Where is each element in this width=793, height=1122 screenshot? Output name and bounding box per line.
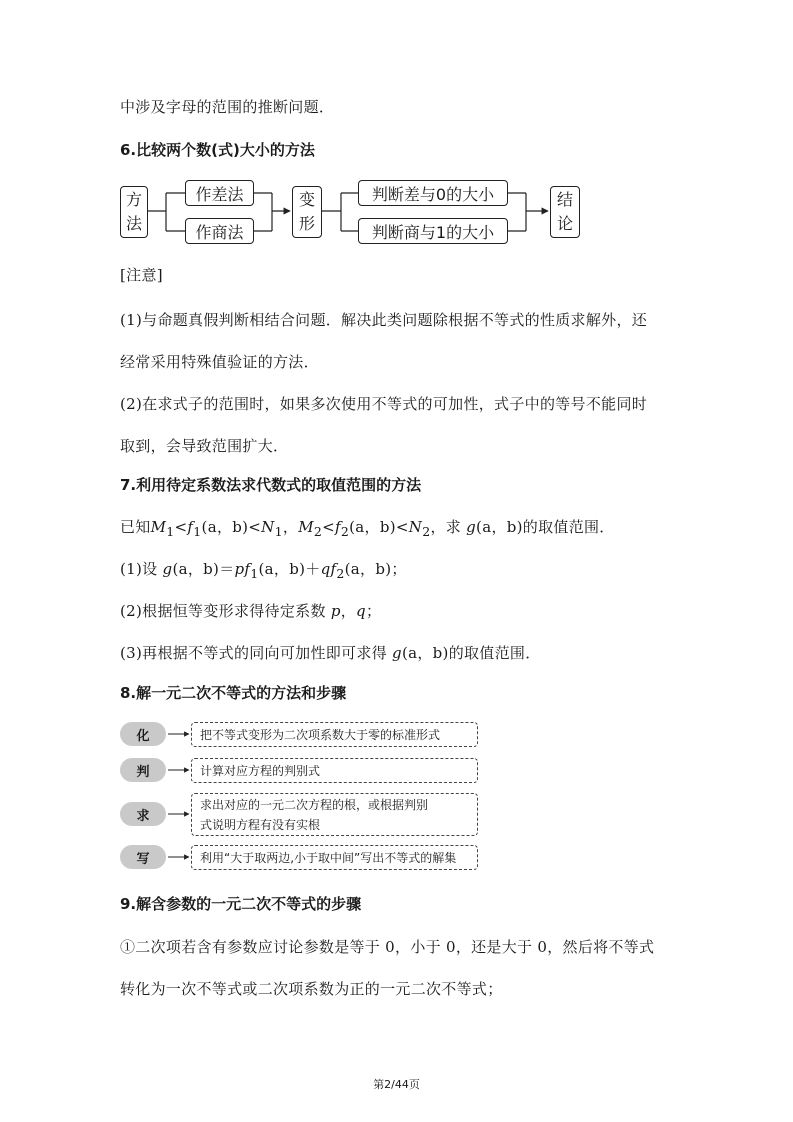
flow-conclusion-char-1: 结 — [556, 190, 573, 209]
step-1-prefix: (1)设 — [120, 560, 158, 578]
semicolon: ； — [391, 560, 407, 578]
flow-start-char-2: 法 — [125, 214, 142, 233]
section-9-heading: 9.解含参数的一元二次不等式的步骤 — [120, 895, 362, 913]
sub-1: 1 — [274, 524, 283, 539]
page-number: 第2/44页 — [373, 1078, 420, 1091]
intro-text: 中涉及字母的范围的推断问题． — [120, 98, 335, 116]
semicolon: ； — [365, 602, 382, 620]
step-label-xie: 写 — [120, 845, 166, 869]
note-2-line-2: 取到，会导致范围扩大． — [120, 437, 289, 455]
less-than: < — [248, 518, 262, 536]
var-p: p — [234, 560, 245, 578]
section-8-heading: 8.解一元二次不等式的方法和步骤 — [120, 684, 347, 702]
var-p: p — [330, 602, 341, 620]
given-tail: 的取值范围． — [522, 518, 615, 536]
args: (a，b) — [349, 518, 396, 536]
judge-difference-box: 判断差与0的大小 — [358, 180, 508, 206]
note-1-line-2: 经常采用特殊值验证的方法． — [120, 353, 319, 371]
step-text: 利用“大于取两边,小于取中间”写出不等式的解集 — [200, 850, 457, 865]
note-label: [注意] — [120, 266, 163, 284]
flow-transform-char-2: 形 — [298, 214, 315, 233]
var-g: g — [466, 518, 477, 536]
sub-1: 1 — [193, 524, 202, 539]
step-text: 求出对应的一元二次方程的根，或根据判别 — [200, 797, 429, 812]
step-label-qiu: 求 — [120, 802, 166, 826]
sub-2: 2 — [422, 524, 431, 539]
less-than: < — [395, 518, 409, 536]
given-prefix: 已知 — [120, 518, 151, 536]
sub-2: 2 — [313, 524, 323, 539]
sub-1: 1 — [166, 524, 175, 539]
plus: ＋ — [305, 560, 321, 578]
var-N: N — [408, 518, 423, 536]
note-1-line-1: (1)与命题真假判断相结合问题．解决此类问题除根据不等式的性质求解外，还 — [120, 311, 648, 329]
ask: ，求 — [430, 518, 462, 536]
step-box-qiu — [191, 793, 478, 836]
separator: ， — [282, 518, 299, 536]
var-q: q — [356, 602, 366, 620]
s9-para-line-1: ①二次项若含有参数应讨论参数是等于 0，小于 0，还是大于 0，然后将不等式 — [120, 938, 655, 956]
separator: ， — [340, 602, 357, 620]
section-6-heading: 6.比较两个数(式)大小的方法 — [120, 141, 315, 159]
flow-transform-char-1: 变 — [298, 190, 315, 209]
sub-2: 2 — [340, 524, 350, 539]
method-difference-box: 作差法 — [185, 180, 254, 206]
step-text: 把不等式变形为二次项系数大于零的标准形式 — [200, 727, 441, 742]
step-box-xie — [191, 845, 478, 870]
var-f: f — [335, 518, 341, 536]
var-g: g — [162, 560, 173, 578]
section-7-heading: 7.利用待定系数法求代数式的取值范围的方法 — [120, 476, 422, 494]
step-3-tail: 的取值范围． — [448, 644, 541, 662]
var-f: f — [244, 560, 251, 578]
var-f: f — [330, 560, 337, 578]
var-M: M — [150, 518, 167, 536]
step-text: 式说明方程有没有实根 — [200, 817, 321, 832]
method-quotient-box: 作商法 — [185, 218, 254, 244]
step-text: 计算对应方程的判别式 — [200, 763, 321, 778]
step-3-text: (3)再根据不等式的同向可加性即可求得 — [120, 644, 387, 662]
var-q: q — [320, 560, 331, 578]
sub-1: 1 — [250, 566, 259, 581]
equals: ＝ — [219, 560, 235, 578]
args: (a，b) — [344, 560, 392, 578]
args: (a，b) — [401, 644, 449, 662]
flow-start-char-1: 方 — [125, 190, 142, 209]
step-label-pan: 判 — [120, 758, 166, 782]
sub-2: 2 — [336, 566, 345, 581]
args: (a，b) — [201, 518, 249, 536]
var-g: g — [392, 644, 402, 662]
flow-conclusion-char-2: 论 — [556, 214, 573, 233]
less-than: < — [174, 518, 188, 536]
step-label-hua: 化 — [120, 722, 166, 746]
var-N: N — [261, 518, 275, 536]
args: (a，b) — [172, 560, 220, 578]
var-M: M — [298, 518, 314, 536]
args: (a，b) — [476, 518, 523, 536]
note-2-line-1: (2)在求式子的范围时，如果多次使用不等式的可加性，式子中的等号不能同时 — [120, 395, 648, 413]
judge-quotient-box: 判断商与1的大小 — [358, 218, 508, 244]
step-box-hua — [191, 722, 478, 747]
step-2-text: (2)根据恒等变形求得待定系数 — [120, 602, 326, 620]
args: (a，b) — [258, 560, 306, 578]
var-f: f — [187, 518, 194, 536]
step-box-pan — [191, 758, 478, 783]
s9-para-line-2: 转化为一次不等式或二次项系数为正的一元二次不等式； — [120, 980, 503, 998]
less-than: < — [322, 518, 335, 536]
